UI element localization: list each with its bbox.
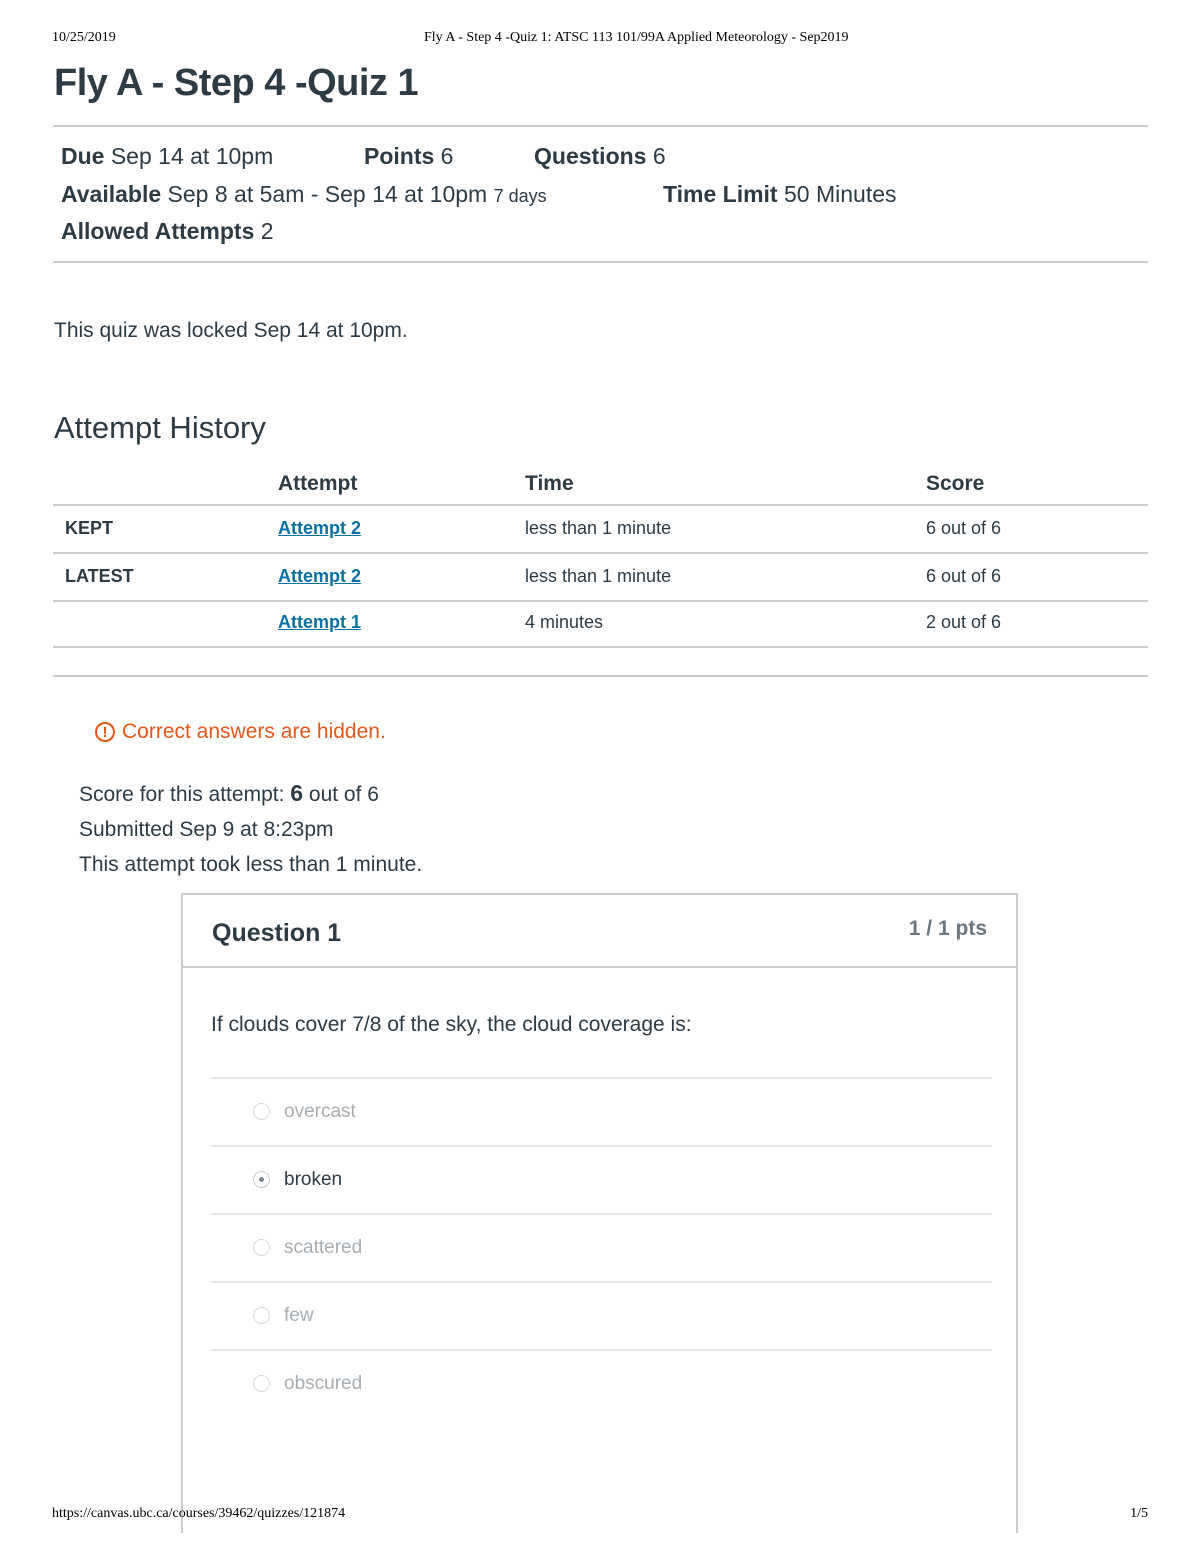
question-points: 1 / 1 pts bbox=[908, 917, 987, 940]
available-days: 7 days bbox=[493, 186, 547, 206]
divider bbox=[53, 675, 1148, 677]
attempt-score-line: Score for this attempt: 6 out of 6 bbox=[79, 780, 379, 806]
attempt-history-title: Attempt History bbox=[54, 410, 266, 445]
print-date: 10/25/2019 bbox=[52, 30, 116, 45]
page-title: Fly A - Step 4 -Quiz 1 bbox=[54, 62, 419, 104]
table-row bbox=[53, 506, 1148, 554]
time-limit: Time Limit 50 Minutes bbox=[663, 181, 897, 207]
row-label: LATEST bbox=[65, 566, 134, 586]
attempt-link[interactable]: Attempt 2 bbox=[278, 566, 362, 586]
attempt-time: 4 minutes bbox=[525, 612, 604, 632]
answer-label: scattered bbox=[284, 1237, 363, 1258]
exclamation-circle-icon: ! bbox=[95, 722, 115, 742]
attempt-link[interactable]: Attempt 2 bbox=[278, 518, 362, 538]
due-date: Due Sep 14 at 10pm bbox=[61, 143, 274, 169]
warning-text: Correct answers are hidden. bbox=[122, 720, 386, 743]
radio-button[interactable] bbox=[253, 1307, 270, 1324]
attempt-score: 6 out of 6 bbox=[926, 566, 1002, 586]
duration-line: This attempt took less than 1 minute. bbox=[79, 853, 423, 876]
answer-option[interactable] bbox=[211, 1145, 992, 1213]
radio-button[interactable] bbox=[253, 1103, 270, 1120]
radio-button[interactable] bbox=[253, 1375, 270, 1392]
divider bbox=[53, 125, 1148, 127]
table-row bbox=[53, 600, 1148, 648]
question-text: If clouds cover 7/8 of the sky, the cloud coverage is: bbox=[211, 1013, 692, 1036]
print-footer bbox=[52, 1506, 1148, 1526]
column-header-attempt: Attempt bbox=[278, 472, 358, 495]
print-url: https://canvas.ubc.ca/courses/39462/quizzes/121874 bbox=[52, 1506, 346, 1521]
locked-note: This quiz was locked Sep 14 at 10pm. bbox=[54, 319, 408, 342]
column-header-time: Time bbox=[525, 472, 574, 495]
attempt-time: less than 1 minute bbox=[525, 566, 672, 586]
answer-label: broken bbox=[284, 1169, 343, 1190]
answer-label: few bbox=[284, 1305, 314, 1326]
column-header-score: Score bbox=[926, 472, 985, 495]
row-label: KEPT bbox=[65, 518, 114, 538]
page-number: 1/5 bbox=[1130, 1506, 1148, 1521]
attempt-score: 6 out of 6 bbox=[926, 518, 1002, 538]
radio-button-selected[interactable] bbox=[253, 1171, 270, 1188]
hidden-answers-warning bbox=[95, 720, 386, 744]
answer-label: obscured bbox=[284, 1373, 363, 1394]
answer-label: overcast bbox=[284, 1101, 356, 1122]
radio-button[interactable] bbox=[253, 1239, 270, 1256]
print-header bbox=[52, 30, 1148, 50]
answer-option[interactable] bbox=[211, 1281, 992, 1349]
answer-option[interactable] bbox=[211, 1213, 992, 1281]
submitted-line: Submitted Sep 9 at 8:23pm bbox=[79, 818, 334, 841]
divider bbox=[53, 261, 1148, 263]
allowed-attempts: Allowed Attempts 2 bbox=[61, 218, 274, 244]
question-title: Question 1 bbox=[212, 919, 342, 947]
table-row bbox=[53, 554, 1148, 602]
table-header-row bbox=[53, 464, 1148, 506]
question-card bbox=[181, 893, 1018, 1533]
score-value: 6 bbox=[290, 780, 304, 806]
points: Points 6 bbox=[364, 143, 454, 169]
attempt-time: less than 1 minute bbox=[525, 518, 672, 538]
attempt-link[interactable]: Attempt 1 bbox=[278, 612, 362, 632]
answer-option[interactable] bbox=[211, 1349, 992, 1417]
availability: Available Sep 8 at 5am - Sep 14 at 10pm 7 days bbox=[61, 181, 547, 207]
attempt-score: 2 out of 6 bbox=[926, 612, 1002, 632]
attempt-summary bbox=[79, 776, 422, 882]
questions-count: Questions 6 bbox=[534, 143, 666, 169]
answer-option[interactable] bbox=[211, 1077, 992, 1145]
print-document-title: Fly A - Step 4 -Quiz 1: ATSC 113 101/99A Applied Meteorology - Sep2019 bbox=[424, 30, 849, 45]
question-header bbox=[183, 895, 1016, 968]
